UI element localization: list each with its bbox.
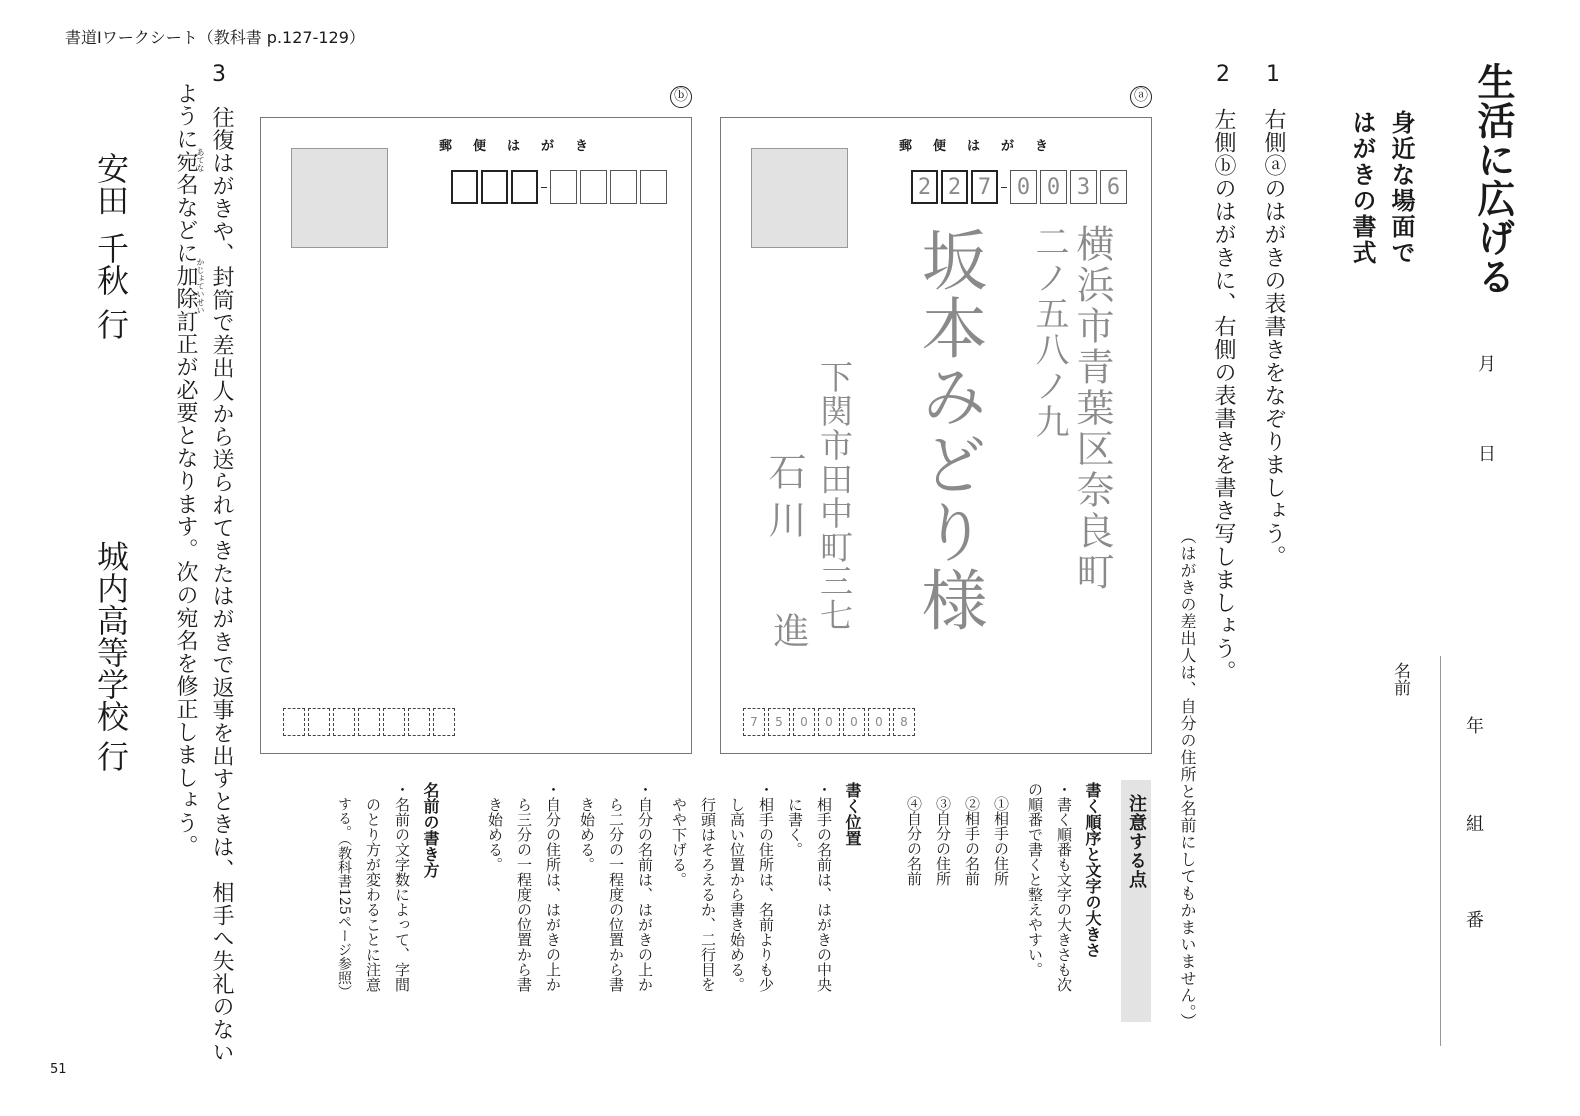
q2-note: （はがきの差出人は、自分の住所と名前にしてもかまいません。）	[1178, 528, 1197, 1030]
q2-number: 2	[1216, 62, 1230, 87]
notes-section-3-line: ・名前の文字数によって、字間	[393, 782, 411, 992]
number-label: 番	[1466, 910, 1484, 931]
notes-section-2-line: ら三分の一程度の位置から書	[515, 797, 533, 992]
notes-section-1-line: の順番で書くと整えやすい。	[1026, 782, 1044, 977]
zip-box[interactable]	[481, 170, 508, 204]
zip-box[interactable]	[550, 170, 577, 204]
notes-section-2-title: 書く位置	[843, 782, 862, 846]
postcard-b-header: 郵便はがき	[439, 139, 610, 154]
name-divider	[1440, 656, 1441, 1046]
sender-zip-box[interactable]	[333, 708, 355, 736]
worksheet-header: 書道Ⅰワークシート（教科書 p.127-129）	[65, 28, 365, 47]
notes-section-3-line: のとり方が変わることに注意	[364, 797, 382, 992]
stamp-area-b	[291, 148, 388, 248]
sender-zip-digit: 0	[793, 708, 815, 736]
notes-section-1-line: ④自分の名前	[905, 796, 923, 886]
zip-box[interactable]	[610, 170, 637, 204]
zip-dash	[1001, 187, 1007, 188]
exercise-name-1-suffix: 行	[92, 308, 130, 340]
q2-text: 左側ⓑのはがきに、右側の表書きを書き写しましょう。	[1211, 108, 1236, 683]
zip-box[interactable]	[580, 170, 607, 204]
notes-section-2-line: ・自分の住所は、はがきの上か	[544, 782, 562, 992]
q1-number: 1	[1266, 62, 1280, 87]
subtitle-line-1: 身近な場面で	[1387, 110, 1415, 266]
ruby-atena: あてな	[196, 148, 205, 172]
notes-section-2-line: き始める。	[578, 797, 596, 872]
sender-zip-box[interactable]	[283, 708, 305, 736]
year-label: 年	[1466, 716, 1484, 737]
exercise-name-2-suffix: 行	[92, 740, 130, 772]
zip-digit: 0	[1010, 170, 1037, 204]
notes-section-1-title: 書く順序と文字の大きさ	[1083, 782, 1102, 958]
zip-digit: 2	[941, 170, 968, 204]
sender-family-name: 石川	[762, 452, 806, 548]
notes-section-3-line: する。（教科書125ページ参照）	[336, 797, 352, 999]
zip-dash	[541, 187, 547, 188]
stamp-area-a	[751, 148, 848, 248]
notes-section-1-line: ③自分の住所	[934, 796, 952, 886]
sender-zip-a	[743, 708, 918, 736]
notes-section-2-line: き始める。	[486, 797, 504, 872]
sender-zip-b[interactable]	[283, 708, 458, 736]
recipient-name: 坂本みどり様	[910, 226, 987, 634]
sender-zip-digit: 0	[843, 708, 865, 736]
notes-section-1-line: ②相手の名前	[963, 796, 981, 886]
zip-code-b[interactable]	[451, 170, 670, 204]
month-label: 月	[1478, 354, 1496, 375]
q3-text-line-1: 往復はがきや、封筒で差出人から送られてきたはがきで返事を出すときは、相手へ失礼のない	[209, 106, 234, 1064]
page-title: 生活に広げる	[1471, 62, 1515, 296]
q3-number: 3	[212, 62, 226, 87]
q3-text-line-2: ように宛名などに加除訂正が必要となります。次の宛名を修正しましょう。	[173, 82, 198, 858]
notes-section-2-line: し高い位置から書き始める。	[728, 797, 746, 992]
zip-box[interactable]	[640, 170, 667, 204]
zip-digit: 0	[1040, 170, 1067, 204]
sender-zip-digit: 5	[768, 708, 790, 736]
sender-zip-box[interactable]	[358, 708, 380, 736]
exercise-name-2: 城内高等学校	[92, 540, 130, 732]
zip-digit: 7	[971, 170, 998, 204]
sender-zip-box[interactable]	[383, 708, 405, 736]
postcard-b	[260, 117, 692, 754]
zip-box[interactable]	[511, 170, 538, 204]
zip-digit: 3	[1070, 170, 1097, 204]
notes-section-2-line: ・相手の住所は、名前よりも少	[757, 782, 775, 992]
class-label: 組	[1466, 814, 1484, 835]
page-number: 51	[50, 1062, 67, 1077]
sender-zip-digit: 0	[868, 708, 890, 736]
q1-text: 右側ⓐのはがきの表書きをなぞりましょう。	[1261, 108, 1286, 568]
notes-title: 注意する点	[1121, 780, 1151, 1022]
label-a: ⓐ	[1130, 86, 1152, 108]
recipient-address-line-1: 横浜市青葉区奈良町	[1070, 224, 1114, 593]
subtitle-line-2: はがきの書式	[1348, 110, 1376, 266]
exercise-name-1-given: 千秋	[92, 232, 130, 296]
zip-box[interactable]	[451, 170, 478, 204]
zip-digit: 2	[911, 170, 938, 204]
sender-address: 下関市田中町三七	[815, 360, 854, 632]
notes-section-2-line: 行頭はそろえるか、二行目を	[699, 797, 717, 992]
notes-section-2-line: に書く。	[786, 797, 804, 857]
zip-code-a	[911, 170, 1130, 204]
label-b: ⓑ	[670, 86, 692, 108]
exercise-name-1-family: 安田	[92, 152, 130, 216]
sender-zip-digit: 8	[893, 708, 915, 736]
sender-zip-box[interactable]	[308, 708, 330, 736]
ruby-kajoteisei: かじょていせい	[196, 258, 205, 314]
notes-section-2-line: ・自分の名前は、はがきの上か	[636, 782, 654, 992]
notes-section-2-line: やや下げる。	[670, 797, 688, 887]
sender-zip-digit: 7	[743, 708, 765, 736]
postcard-a-header: 郵便はがき	[899, 139, 1070, 154]
sender-zip-box[interactable]	[408, 708, 430, 736]
notes-section-2-line: ら二分の一程度の位置から書	[607, 797, 625, 992]
notes-section-3-title: 名前の書き方	[421, 782, 440, 878]
notes-section-1-line: ・書く順番も文字の大きさも次	[1055, 782, 1073, 992]
name-label: 名前	[1390, 662, 1410, 696]
sender-zip-box[interactable]	[433, 708, 455, 736]
sender-given-name: 進	[768, 612, 809, 648]
recipient-address-line-2: 二ノ五八ノ九	[1029, 224, 1069, 440]
notes-section-1-line: ①相手の住所	[992, 796, 1010, 886]
day-label: 日	[1478, 444, 1496, 465]
notes-section-2-line: ・相手の名前は、はがきの中央	[815, 782, 833, 992]
postcard-a	[720, 117, 1152, 754]
zip-digit: 6	[1100, 170, 1127, 204]
sender-zip-digit: 0	[818, 708, 840, 736]
